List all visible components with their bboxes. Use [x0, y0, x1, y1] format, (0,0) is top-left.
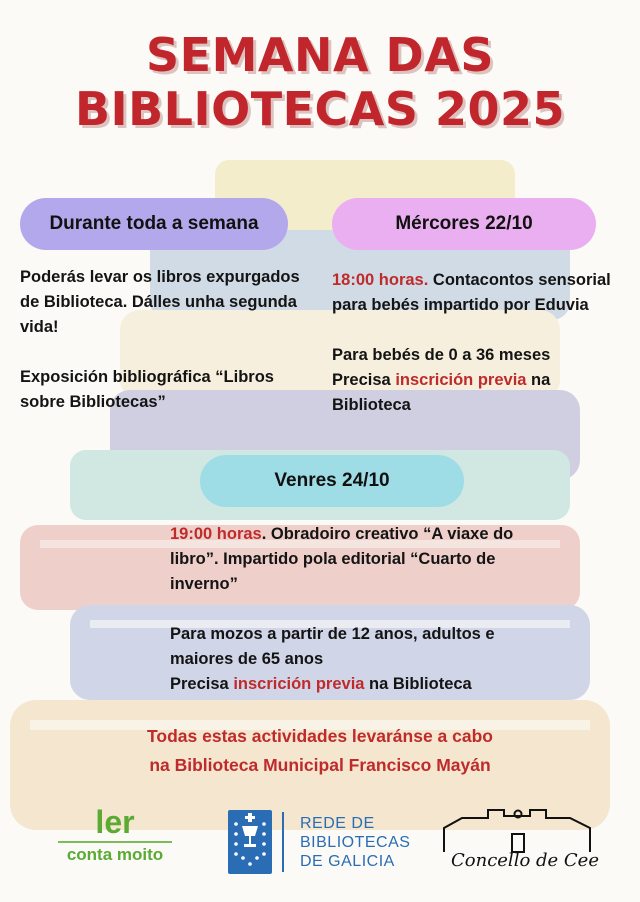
rede-line-2: BIBLIOTECAS	[300, 834, 411, 851]
friday-description	[170, 522, 550, 597]
title-line-1: SEMANA DAS	[146, 28, 494, 82]
week-header-pill: Durante toda a semana	[20, 198, 288, 250]
title-line-2: BIBLIOTECAS 2025	[74, 82, 566, 136]
ler-logo-bottom: conta moito	[66, 845, 164, 864]
rede-line-1: REDE DE	[300, 815, 375, 832]
friday-reg-highlight: inscrición previa	[233, 675, 365, 693]
friday-reg-prefix: Precisa	[170, 675, 234, 693]
concello-logo-text: Concello de Cee	[451, 850, 599, 871]
friday-audience: Para mozos a partir de 12 anos, adultos e maiores de 65 anos	[170, 625, 495, 668]
poster-title	[0, 28, 640, 136]
galicia-shield-icon	[228, 810, 272, 874]
ler-logo-divider	[58, 841, 172, 843]
wednesday-reg-prefix: Precisa	[332, 371, 396, 389]
ler-conta-moito-logo	[40, 805, 190, 865]
week-section-text	[20, 265, 310, 415]
wednesday-time: 18:00 horas.	[332, 271, 429, 289]
week-paragraph-2: Exposición bibliográfica “Libros sobre Bibliotecas”	[20, 368, 274, 411]
venue-note-line-1: Todas estas actividades levaránse a cabo	[147, 726, 493, 746]
friday-header-pill: Venres 24/10	[200, 455, 464, 507]
friday-desc: . Obradoiro creativo “A viaxe do libro”. Impartido pola editorial “Cuarto de inverno”	[170, 525, 514, 593]
friday-time: 19:00 horas	[170, 525, 262, 543]
concello-de-cee-logo	[440, 806, 610, 878]
wednesday-header-pill: Mércores 22/10	[332, 198, 596, 250]
friday-registration	[170, 672, 550, 697]
rede-line-3: DE GALICIA	[300, 853, 395, 870]
wednesday-registration	[332, 368, 622, 418]
venue-note-line-2: na Biblioteca Municipal Francisco Mayán	[149, 755, 491, 775]
wednesday-description	[332, 268, 622, 318]
wednesday-desc: Contacontos sensorial para bebés impartido por Eduvia	[332, 271, 611, 314]
townhall-building-icon	[440, 806, 610, 854]
week-paragraph-1: Poderás levar os libros expurgados de Biblioteca. Dálles unha segunda vida!	[20, 268, 300, 336]
wednesday-reg-highlight: inscrición previa	[395, 371, 527, 389]
wednesday-audience: Para bebés de 0 a 36 meses	[332, 346, 551, 364]
friday-reg-suffix: na Biblioteca	[364, 675, 472, 693]
wednesday-reg-suffix: na Biblioteca	[332, 371, 551, 414]
rede-logo-text	[300, 814, 410, 871]
ler-logo-top: ler	[95, 804, 135, 840]
friday-section-text	[170, 522, 550, 697]
wednesday-section-text	[332, 268, 622, 418]
rede-logo-divider	[282, 812, 284, 872]
venue-note	[0, 722, 640, 780]
rede-bibliotecas-galicia-logo	[228, 810, 428, 874]
